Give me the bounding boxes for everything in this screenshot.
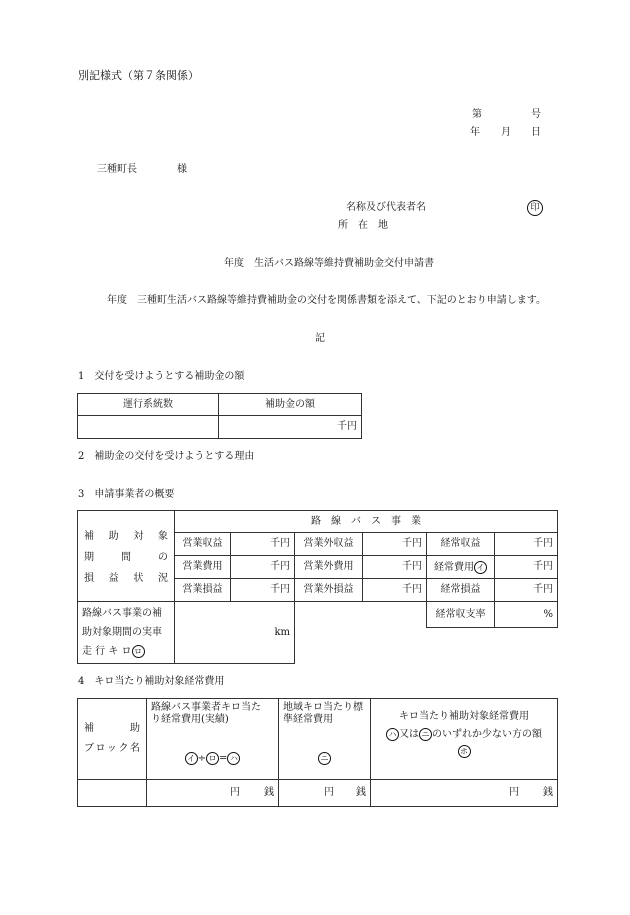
label-ordinary-revenue: 経常収益 [427, 533, 495, 556]
value-nonoperating-expense[interactable]: 千円 [363, 556, 427, 579]
label-nonoperating-expense: 営業外費用 [295, 556, 363, 579]
route-count-header: 運行系統数 [78, 394, 219, 416]
form-label: 別記様式（第７条関係） [78, 69, 199, 82]
section4-number: 4 [78, 676, 85, 687]
label-nonoperating-profit: 営業外損益 [295, 579, 363, 602]
label-nonoperating-revenue: 営業外収益 [295, 533, 363, 556]
section3-title: 申請事業者の概要 [94, 489, 175, 500]
subsidy-amount-table [77, 393, 362, 439]
value-ordinary-ratio[interactable]: % [495, 602, 558, 628]
km-value-cell[interactable]: km [175, 602, 295, 664]
route-count-cell[interactable] [78, 416, 219, 439]
subsidy-amount-header: 補助金の額 [219, 394, 362, 416]
per-km-cost-table [77, 698, 558, 807]
circle-ro-mark: ロ [132, 645, 145, 658]
subsidy-cost-cell[interactable]: 円 銭 [371, 780, 558, 807]
value-ordinary-revenue[interactable]: 千円 [495, 533, 558, 556]
km-label-cell: 路線バス事業の補 助対象期間の実車 走 行 キ ロ ロ [78, 602, 175, 664]
ki-mark: 記 [315, 333, 325, 344]
section3-heading [78, 490, 174, 500]
regional-standard-cost-header: 地域キロ当たり標 準経常費用 ニ [279, 699, 371, 780]
applicant-name-label: 名称及び代表者名 [346, 202, 426, 213]
section1-number: 1 [78, 371, 85, 382]
label-operating-expense: 営業費用 [175, 556, 231, 579]
section1-title: 交付を受けようとする補助金の額 [94, 371, 245, 382]
value-operating-profit[interactable]: 千円 [231, 579, 295, 602]
applicant-overview-table [77, 510, 558, 664]
section1-heading [78, 372, 244, 382]
doc-title [224, 259, 434, 269]
body-text [107, 296, 546, 306]
circle-i-mark: イ [474, 561, 487, 574]
block-name-cell[interactable] [78, 780, 147, 807]
operator-cost-header: 路線バス事業者キロ当た り経常費用(実績) イ ÷ ロ = ハ [147, 699, 279, 780]
subsidy-amount-cell[interactable]: 千円 [219, 416, 362, 439]
section4-title: キロ当たり補助対象経常費用 [94, 676, 225, 687]
formula-i-ro-ha: イ ÷ ロ = ハ [151, 752, 274, 765]
value-ordinary-profit[interactable]: 千円 [495, 579, 558, 602]
value-operating-expense[interactable]: 千円 [231, 556, 295, 579]
block-name-header: 補 助 ブロック名 [78, 699, 147, 780]
date-year: 年 [470, 127, 480, 138]
value-nonoperating-revenue[interactable]: 千円 [363, 533, 427, 556]
circle-ni-mark: ニ [318, 752, 331, 765]
value-operating-revenue[interactable]: 千円 [231, 533, 295, 556]
title-text: 生活バス路線等維持費補助金交付申請書 [254, 258, 434, 269]
doc-number-go: 号 [531, 109, 541, 120]
value-nonoperating-profit[interactable]: 千円 [363, 579, 427, 602]
pl-status-header: 補 助 対 象 期 間 の 損 益 状 況 [78, 511, 175, 602]
label-operating-revenue: 営業収益 [175, 533, 231, 556]
addressee-name: 三種町長 [97, 164, 137, 175]
section2-heading [78, 452, 254, 462]
subsidy-cost-header: キロ当たり補助対象経常費用 ハ 又は ニ のいずれか少ない方の額 ホ [371, 699, 558, 780]
section2-title: 補助金の交付を受けようとする理由 [94, 451, 255, 462]
regional-cost-cell[interactable]: 円 銭 [279, 780, 371, 807]
label-ordinary-expense: 経常費用 イ [427, 556, 495, 579]
date-month: 月 [501, 127, 511, 138]
bus-business-header: 路 線 バ ス 事 業 [175, 511, 558, 533]
value-ordinary-expense[interactable]: 千円 [495, 556, 558, 579]
label-ordinary-ratio: 経常収支率 [427, 602, 495, 628]
label-ordinary-profit: 経常損益 [427, 579, 495, 602]
title-year: 年度 [224, 258, 244, 269]
section3-number: 3 [78, 489, 85, 500]
section2-number: 2 [78, 451, 85, 462]
section4-heading [78, 677, 224, 687]
label-operating-profit: 営業損益 [175, 579, 231, 602]
operator-cost-cell[interactable]: 円 銭 [147, 780, 279, 807]
body-year: 年度 [107, 295, 127, 306]
applicant-address-label: 所 在 地 [338, 220, 388, 231]
addressee-honorific: 様 [177, 164, 187, 175]
circle-ho-mark: ホ [458, 745, 471, 758]
date-day: 日 [531, 127, 541, 138]
doc-number-dai: 第 [472, 109, 482, 120]
seal-mark: 印 [527, 200, 543, 216]
body-sentence: 三種町生活バス路線等維持費補助金の交付を関係書類を添えて、下記のとおり申請します。 [137, 295, 546, 306]
